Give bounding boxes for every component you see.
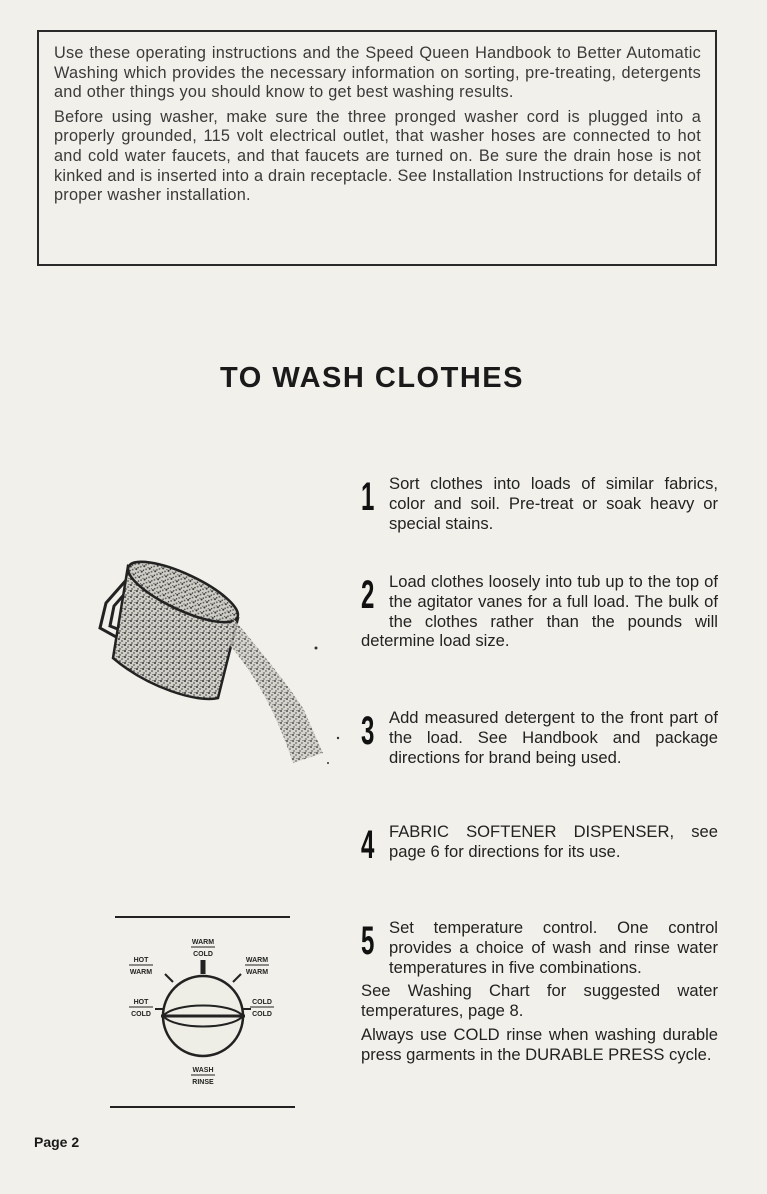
dial-right-wash: COLD [252, 999, 272, 1006]
step-text: Sort clothes into loads of similar fabrics, color and soil. Pre-treat or soak heavy or special stains. [389, 474, 718, 533]
step-3 [361, 708, 718, 771]
dial-upper-left-wash: HOT [133, 957, 149, 964]
intro-paragraph-2: Before using washer, make sure the three pronged washer cord is plugged into a properly grounded, 115 volt electrical outlet, that washer hoses are connected to hot and cold water faucets, and that faucets are turned on. Be sure the drain hose is not kinked and is inserted into a drain receptacle. See Installation Instructions for details of proper washer installation. [54, 107, 701, 205]
section-heading: TO WASH CLOTHES [220, 362, 524, 394]
step-text: Add measured detergent to the front part of the load. See Handbook and package directions for brand being used. [389, 708, 718, 767]
step-text: Set temperature control. One control provides a choice of wash and rinse water temperatures in five combinations. [389, 918, 718, 977]
temperature-dial-illustration [105, 912, 300, 1112]
step-text: Load clothes loosely into tub up to the top of the agitator vanes for a full load. The bulk of the clothes rather than the pounds will determine load size. [361, 572, 718, 651]
step-1 [361, 474, 718, 537]
dial-upper-right-rinse: WARM [245, 969, 269, 976]
step-number: 5 [361, 919, 375, 963]
step-number: 4 [361, 823, 375, 867]
detergent-cup-illustration [88, 548, 358, 773]
step-text: FABRIC SOFTENER DISPENSER, see page 6 for directions for its use. [389, 822, 718, 861]
dial-bottom-rinse: RINSE [192, 1079, 214, 1086]
step-5-note-cold-rinse: Always use COLD rinse when washing durable press garments in the DURABLE PRESS cycle. [361, 1024, 718, 1064]
dial-top-wash: WARM [191, 939, 215, 946]
step-2 [361, 572, 718, 655]
step-number: 1 [361, 475, 375, 519]
page-number: Page 2 [34, 1134, 80, 1150]
step-number: 2 [361, 573, 375, 617]
dial-left-rinse: COLD [131, 1011, 151, 1018]
dial-right-rinse: COLD [252, 1011, 272, 1018]
dial-bottom-wash: WASH [192, 1067, 214, 1074]
step-5-note-washing-chart: See Washing Chart for suggested water temperatures, page 8. [361, 981, 718, 1021]
step-number: 3 [361, 709, 375, 753]
intro-notice-box [37, 30, 717, 266]
step-5 [361, 918, 718, 1069]
dial-upper-right-wash: WARM [245, 957, 269, 964]
dial-upper-left-rinse: WARM [129, 969, 153, 976]
dial-top-rinse: COLD [193, 951, 213, 958]
dial-left-wash: HOT [133, 999, 149, 1006]
intro-paragraph-1: Use these operating instructions and the Speed Queen Handbook to Better Automatic Washing which provides the necessary information on sorting, pre-treating, detergents and other things you should know to get best washing results. [54, 44, 701, 102]
step-4 [361, 822, 718, 866]
